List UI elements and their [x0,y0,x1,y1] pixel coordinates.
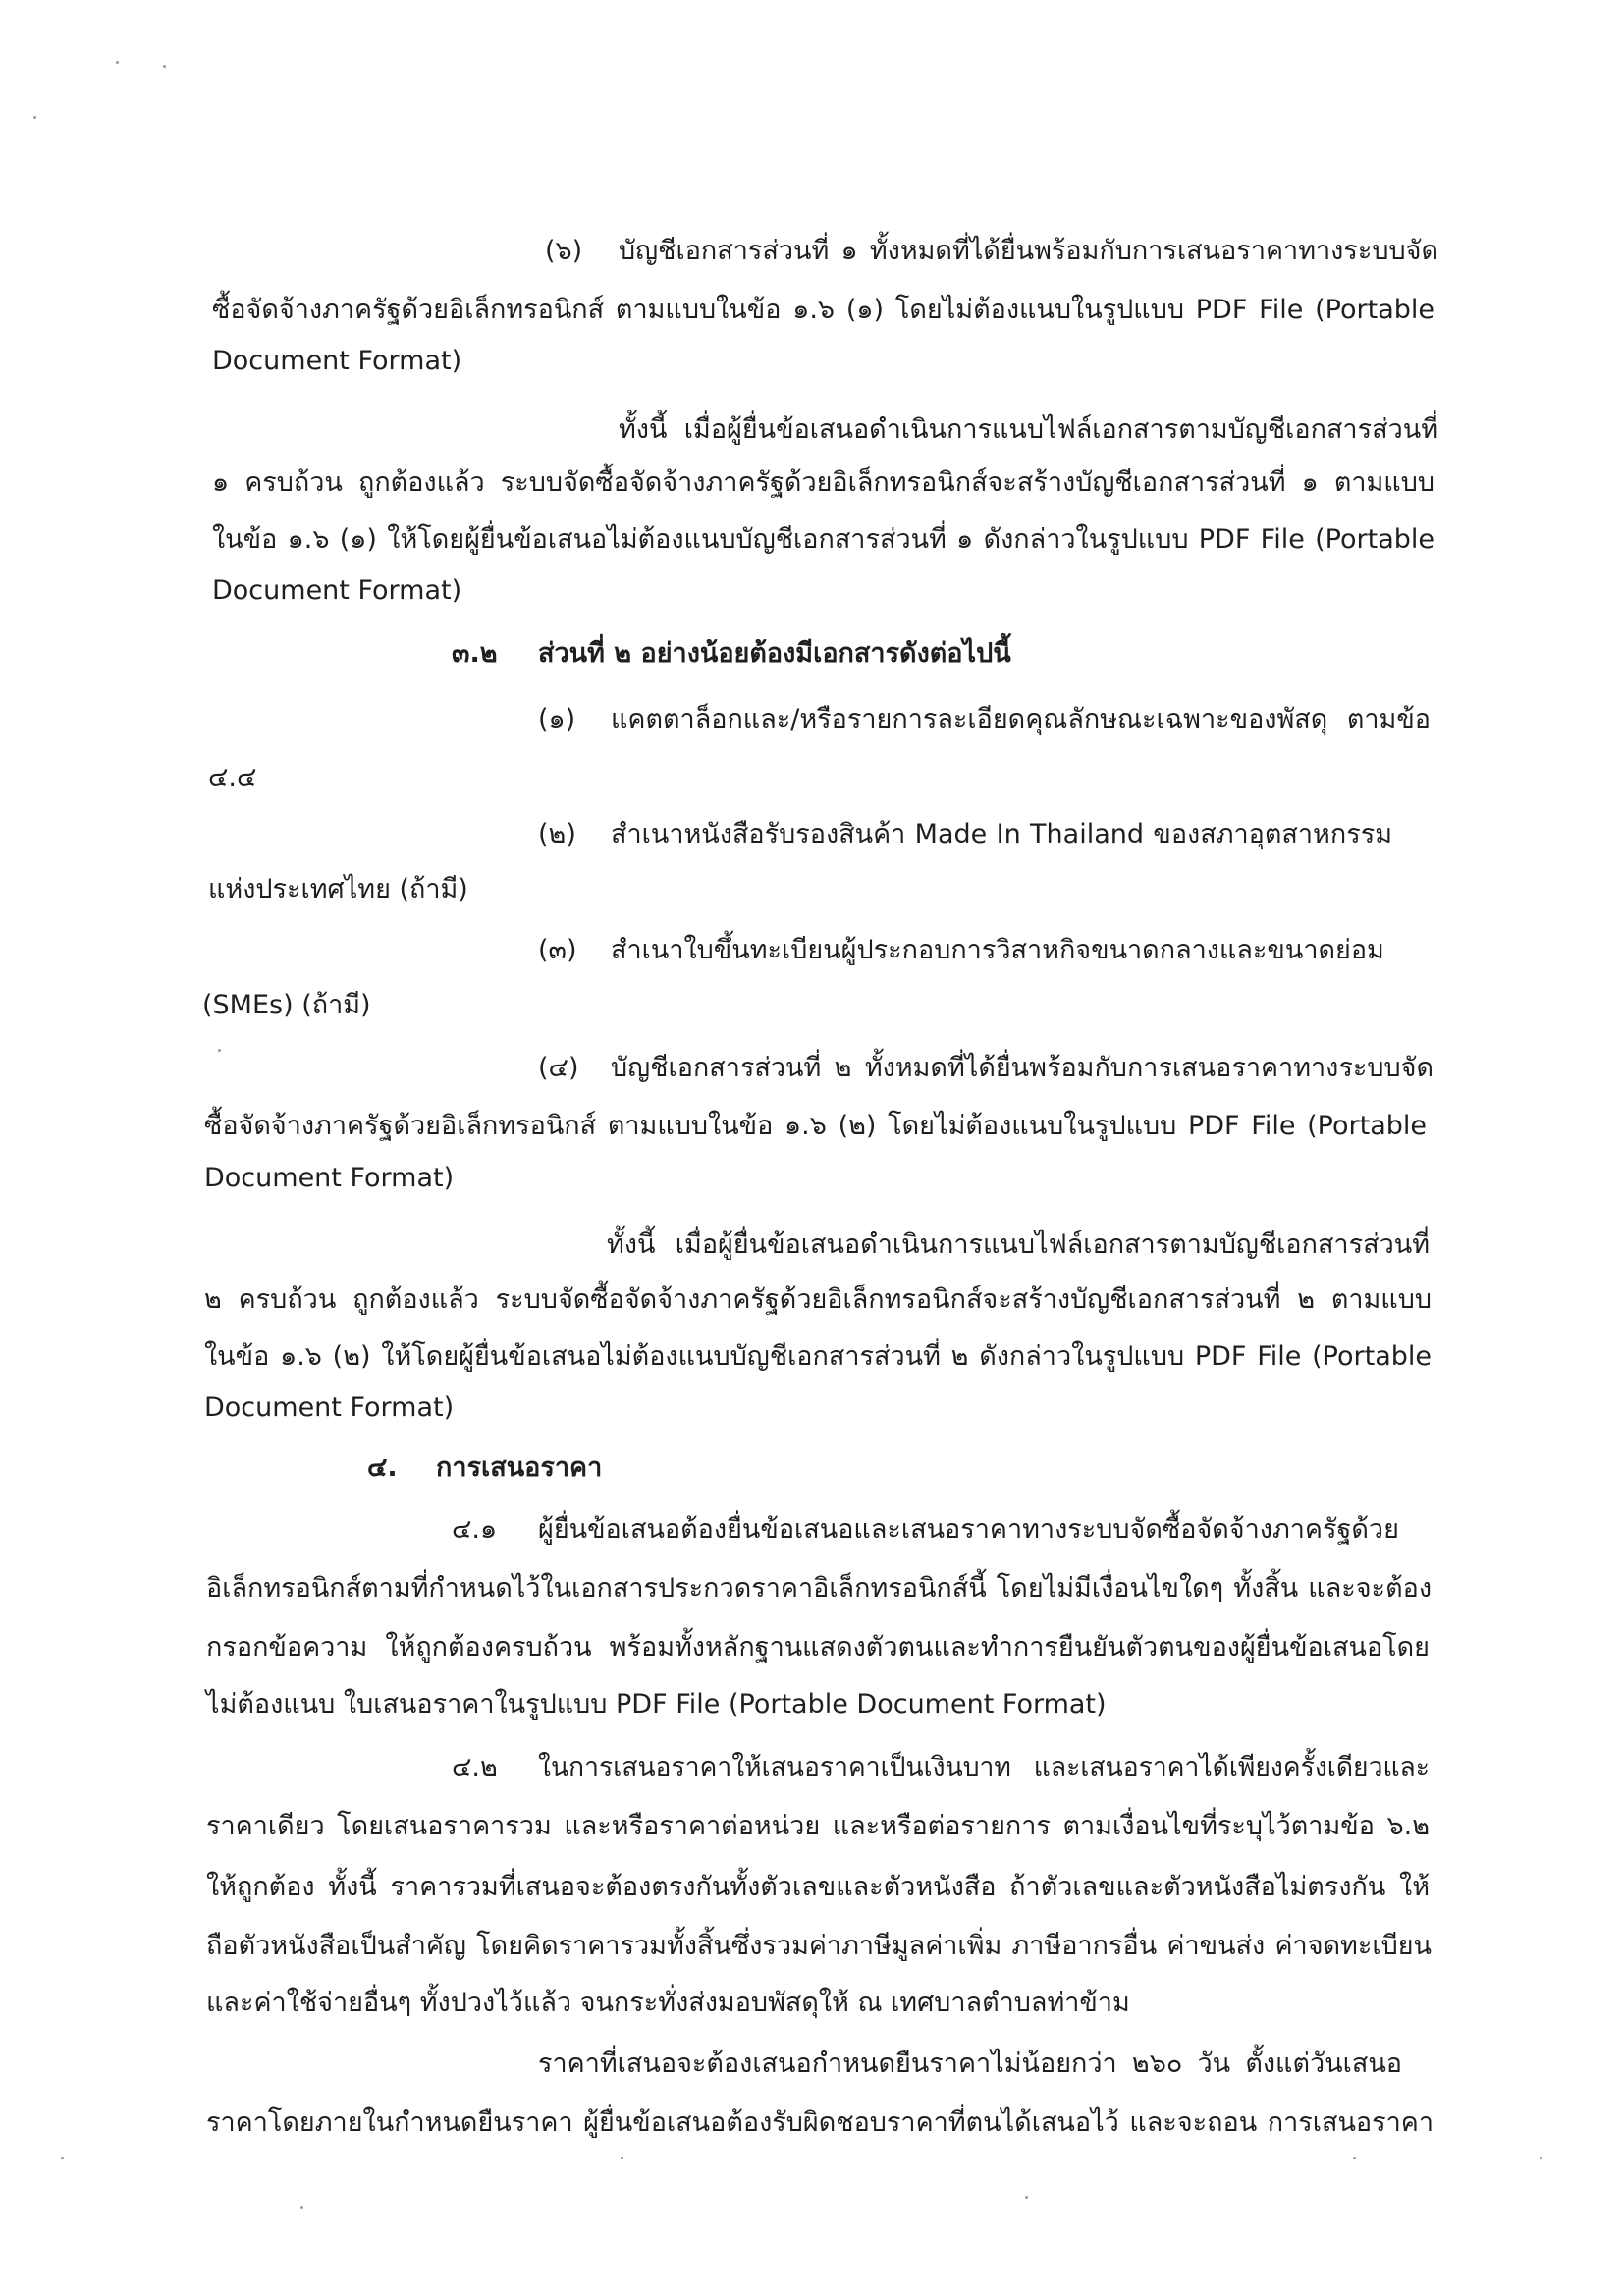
paragraph-line: Document Format) [212,346,462,376]
paragraph-line: ให้ถูกต้อง ทั้งนี้ ราคารวมที่เสนอจะต้องตรงกันทั้งตัวเลขและตัวหนังสือ ถ้าตัวเลขและตัวหนังสือไม่ตรงกัน ให้ [206,1872,1430,1902]
scan-speck [33,116,36,119]
clause-number: ๔.๒ [452,1752,498,1782]
scan-speck [621,2157,623,2159]
paragraph-line: บัญชีเอกสารส่วนที่ ๒ ทั้งหมดที่ได้ยื่นพร้อมกับการเสนอราคาทางระบบจัด [611,1053,1434,1083]
scan-speck [1353,2157,1356,2159]
paragraph-line: กรอกข้อความ ให้ถูกต้องครบถ้วน พร้อมทั้งหลักฐานแสดงตัวตนและทำการยืนยันตัวตนของผู้ยื่นข้อเสนอโดย [206,1632,1430,1663]
scan-speck [1025,2196,1028,2199]
paragraph-line: (SMEs) (ถ้ามี) [202,990,371,1020]
paragraph-line: และค่าใช้จ่ายอื่นๆ ทั้งปวงไว้แล้ว จนกระทั่งส่งมอบพัสดุให้ ณ เทศบาลตำบลท่าข้าม [206,1988,1130,2018]
paragraph-line: Document Format) [204,1163,455,1193]
paragraph-line: ในข้อ ๑.๖ (๒) ให้โดยผู้ยื่นข้อเสนอไม่ต้องแนบบัญชีเอกสารส่วนที่ ๒ ดังกล่าวในรูปแบบ PDF File (Portable [204,1341,1432,1372]
scan-speck [61,2157,64,2159]
item-number: (๑) [538,704,576,735]
item-number: (๖) [545,236,583,266]
paragraph-line: Document Format) [212,575,462,606]
paragraph-line: สำเนาใบขึ้นทะเบียนผู้ประกอบการวิสาหกิจขนาดกลางและขนาดย่อม [611,935,1384,965]
section-heading: ส่วนที่ ๒ อย่างน้อยต้องมีเอกสารดังต่อไปนี้ [538,638,1011,669]
scan-speck [163,65,166,68]
paragraph-line: ไม่ต้องแนบ ใบเสนอราคาในรูปแบบ PDF File (Portable Document Format) [206,1689,1107,1720]
paragraph-line: ราคาที่เสนอจะต้องเสนอกำหนดยืนราคาไม่น้อยกว่า ๒๖๐ วัน ตั้งแต่วันเสนอ [538,2049,1402,2079]
item-number: (๔) [538,1053,579,1083]
section-number: ๓.๒ [452,638,498,669]
paragraph-line: แคตตาล็อกและ/หรือรายการละเอียดคุณลักษณะเฉพาะของพัสดุ ตามข้อ [611,704,1431,735]
item-number: (๒) [538,819,576,849]
scan-speck [218,1049,221,1052]
paragraph-line: ซื้อจัดจ้างภาครัฐด้วยอิเล็กทรอนิกส์ ตามแบบในข้อ ๑.๖ (๑) โดยไม่ต้องแนบในรูปแบบ PDF File (Portable [212,295,1434,325]
section-number: ๔. [367,1452,398,1483]
paragraph-line: ผู้ยื่นข้อเสนอต้องยื่นข้อเสนอและเสนอราคาทางระบบจัดซื้อจัดจ้างภาครัฐด้วย [538,1514,1399,1545]
paragraph-line: ๑ ครบถ้วน ถูกต้องแล้ว ระบบจัดซื้อจัดจ้างภาครัฐด้วยอิเล็กทรอนิกส์จะสร้างบัญชีเอกสารส่วนที่ ๑ ตามแบบ [212,467,1434,498]
paragraph-line: ราคาโดยภายในกำหนดยืนราคา ผู้ยื่นข้อเสนอต้องรับผิดชอบราคาที่ตนได้เสนอไว้ และจะถอน การเสนอราคา [206,2107,1434,2138]
paragraph-line: บัญชีเอกสารส่วนที่ ๑ ทั้งหมดที่ได้ยื่นพร้อมกับการเสนอราคาทางระบบจัด [619,236,1438,266]
paragraph-line: สำเนาหนังสือรับรองสินค้า Made In Thailand ของสภาอุตสาหกรรม [611,819,1392,849]
clause-number: ๔.๑ [452,1514,498,1545]
paragraph-line: อิเล็กทรอนิกส์ตามที่กำหนดไว้ในเอกสารประกวดราคาอิเล็กทรอนิกส์นี้ โดยไม่มีเงื่อนไขใดๆ ทั้งสิ้น และจะต้อง [206,1573,1432,1604]
scan-speck [116,61,119,64]
scan-speck [1540,2157,1542,2159]
paragraph-line: ราคาเดียว โดยเสนอราคารวม และหรือราคาต่อหน่วย และหรือต่อรายการ ตามเงื่อนไขที่ระบุไว้ตามข้อ ๖.๒ [206,1811,1430,1841]
item-number: (๓) [538,935,577,965]
paragraph-line: ๒ ครบถ้วน ถูกต้องแล้ว ระบบจัดซื้อจัดจ้างภาครัฐด้วยอิเล็กทรอนิกส์จะสร้างบัญชีเอกสารส่วนที่ ๒ ตามแบบ [204,1285,1432,1315]
paragraph-line: ทั้งนี้ เมื่อผู้ยื่นข้อเสนอดำเนินการแนบไฟล์เอกสารตามบัญชีเอกสารส่วนที่ [619,414,1438,445]
paragraph-line: ถือตัวหนังสือเป็นสำคัญ โดยคิดราคารวมทั้งสิ้นซึ่งรวมค่าภาษีมูลค่าเพิ่ม ภาษีอากรอื่น ค่าขนส่ง ค่าจดทะเบียน [206,1931,1432,1961]
paragraph-line: ในข้อ ๑.๖ (๑) ให้โดยผู้ยื่นข้อเสนอไม่ต้องแนบบัญชีเอกสารส่วนที่ ๑ ดังกล่าวในรูปแบบ PDF File (Portable [212,524,1434,555]
section-heading: การเสนอราคา [436,1452,603,1483]
paragraph-line: ซื้อจัดจ้างภาครัฐด้วยอิเล็กทรอนิกส์ ตามแบบในข้อ ๑.๖ (๒) โดยไม่ต้องแนบในรูปแบบ PDF File (Portable [204,1111,1427,1141]
paragraph-line: ในการเสนอราคาให้เสนอราคาเป็นเงินบาท และเสนอราคาได้เพียงครั้งเดียวและ [538,1752,1430,1782]
paragraph-line: ทั้งนี้ เมื่อผู้ยื่นข้อเสนอดำเนินการแนบไฟล์เอกสารตามบัญชีเอกสารส่วนที่ [607,1230,1430,1260]
paragraph-line: Document Format) [204,1393,455,1423]
paragraph-line: ๔.๔ [208,762,257,793]
scan-speck [300,2206,303,2209]
paragraph-line: แห่งประเทศไทย (ถ้ามี) [208,874,468,904]
